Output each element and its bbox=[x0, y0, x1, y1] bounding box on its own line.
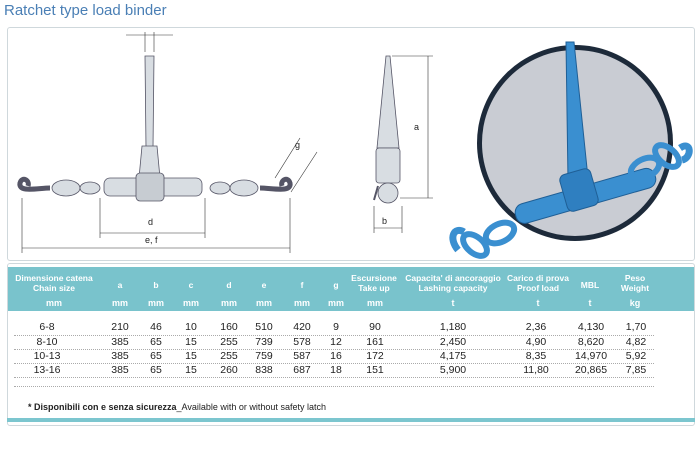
header-lashing-capacity-en: Lashing capacity bbox=[418, 283, 488, 293]
technical-drawing bbox=[8, 28, 694, 260]
header-proof-load-it: Carico di prova bbox=[507, 273, 569, 283]
cell-weight: 4,82 bbox=[625, 336, 647, 348]
table-units-row bbox=[8, 298, 694, 312]
header-a: a bbox=[117, 280, 123, 290]
side-view-drawing bbox=[374, 56, 400, 203]
cell-g: 9 bbox=[333, 321, 339, 333]
cell-weight: 1,70 bbox=[625, 321, 647, 333]
cell-b: 46 bbox=[150, 321, 162, 333]
cell-lashing-capacity: 1,180 bbox=[439, 321, 467, 333]
row-divider bbox=[14, 377, 654, 378]
cell-g: 16 bbox=[330, 350, 342, 362]
cell-c: 15 bbox=[185, 364, 197, 376]
dim-label-g: g bbox=[295, 140, 301, 150]
header-lashing-capacity bbox=[401, 273, 505, 293]
product-render bbox=[453, 42, 689, 260]
header-weight-en: Weight bbox=[620, 283, 650, 293]
cell-e: 510 bbox=[255, 321, 273, 333]
front-view-drawing bbox=[20, 56, 290, 201]
header-weight-it: Peso bbox=[624, 273, 646, 283]
unit-b: mm bbox=[147, 298, 164, 308]
header-chain-size bbox=[14, 273, 94, 293]
cell-f: 687 bbox=[293, 364, 311, 376]
header-lashing-capacity-it: Capacita' di ancoraggio bbox=[405, 273, 501, 283]
header-weight bbox=[612, 273, 658, 293]
cell-d: 255 bbox=[220, 350, 238, 362]
header-f: f bbox=[300, 280, 304, 290]
dim-label-d: d bbox=[148, 217, 154, 227]
cell-d: 260 bbox=[220, 364, 238, 376]
unit-chain-size: mm bbox=[45, 298, 62, 308]
cell-e: 759 bbox=[255, 350, 273, 362]
cell-a: 385 bbox=[111, 350, 129, 362]
header-take-up-en: Take up bbox=[358, 283, 390, 293]
cell-b: 65 bbox=[150, 364, 162, 376]
cell-a: 385 bbox=[111, 364, 129, 376]
cell-chain-size: 8-10 bbox=[36, 336, 58, 348]
cell-chain-size: 10-13 bbox=[33, 350, 61, 362]
bottom-accent-bar bbox=[7, 418, 695, 422]
header-chain-size-en: Chain size bbox=[32, 283, 76, 293]
cell-take-up: 151 bbox=[366, 364, 384, 376]
header-take-up bbox=[346, 273, 402, 293]
unit-f: mm bbox=[293, 298, 310, 308]
header-g: g bbox=[333, 280, 339, 290]
cell-lashing-capacity: 2,450 bbox=[439, 336, 467, 348]
cell-c: 15 bbox=[185, 336, 197, 348]
table-row bbox=[8, 350, 694, 363]
unit-c: mm bbox=[182, 298, 199, 308]
cell-f: 420 bbox=[293, 321, 311, 333]
cell-f: 587 bbox=[293, 350, 311, 362]
cell-e: 838 bbox=[255, 364, 273, 376]
table-row bbox=[8, 336, 694, 349]
cell-mbl: 20,865 bbox=[574, 364, 608, 376]
header-b: b bbox=[153, 280, 159, 290]
footnote bbox=[28, 402, 326, 412]
cell-take-up: 172 bbox=[366, 350, 384, 362]
cell-a: 210 bbox=[111, 321, 129, 333]
cell-a: 385 bbox=[111, 336, 129, 348]
cell-chain-size: 6-8 bbox=[39, 321, 55, 333]
unit-lashing-capacity: t bbox=[451, 298, 455, 308]
header-c: c bbox=[188, 280, 194, 290]
unit-d: mm bbox=[220, 298, 237, 308]
row-divider bbox=[14, 386, 654, 387]
header-chain-size-it: Dimensione catena bbox=[15, 273, 93, 283]
table-header bbox=[8, 267, 694, 311]
cell-g: 18 bbox=[330, 364, 342, 376]
header-mbl: MBL bbox=[580, 280, 600, 290]
technical-drawing-panel bbox=[7, 27, 695, 261]
cell-mbl: 14,970 bbox=[574, 350, 608, 362]
cell-take-up: 90 bbox=[369, 321, 381, 333]
front-view-dimensions bbox=[22, 32, 317, 253]
cell-proof-load: 4,90 bbox=[525, 336, 547, 348]
dim-label-ef: e, f bbox=[145, 235, 158, 245]
footnote-bold: * Disponibili con e senza sicurezza bbox=[28, 402, 177, 412]
cell-c: 10 bbox=[185, 321, 197, 333]
cell-mbl: 8,620 bbox=[577, 336, 605, 348]
page-title: Ratchet type load binder bbox=[4, 2, 167, 19]
cell-lashing-capacity: 4,175 bbox=[439, 350, 467, 362]
footnote-rest: _Available with or without safety latch bbox=[176, 402, 326, 412]
cell-mbl: 4,130 bbox=[577, 321, 605, 333]
cell-chain-size: 13-16 bbox=[33, 364, 61, 376]
unit-g: mm bbox=[327, 298, 344, 308]
unit-a: mm bbox=[111, 298, 128, 308]
cell-e: 739 bbox=[255, 336, 273, 348]
cell-weight: 7,85 bbox=[625, 364, 647, 376]
dim-label-b: b bbox=[382, 216, 388, 226]
table-row bbox=[8, 321, 694, 334]
header-proof-load bbox=[505, 273, 571, 293]
cell-d: 160 bbox=[220, 321, 238, 333]
cell-proof-load: 8,35 bbox=[525, 350, 547, 362]
unit-e: mm bbox=[255, 298, 272, 308]
cell-proof-load: 11,80 bbox=[523, 364, 549, 376]
cell-g: 12 bbox=[330, 336, 342, 348]
header-d: d bbox=[226, 280, 232, 290]
cell-proof-load: 2,36 bbox=[525, 321, 547, 333]
unit-take-up: mm bbox=[366, 298, 383, 308]
header-e: e bbox=[261, 280, 267, 290]
cell-f: 578 bbox=[293, 336, 311, 348]
header-take-up-it: Escursione bbox=[351, 273, 397, 283]
dim-label-a: a bbox=[414, 122, 420, 132]
unit-proof-load: t bbox=[536, 298, 540, 308]
header-proof-load-en: Proof load bbox=[516, 283, 560, 293]
cell-take-up: 161 bbox=[366, 336, 384, 348]
table-row bbox=[8, 364, 694, 377]
cell-c: 15 bbox=[185, 350, 197, 362]
cell-b: 65 bbox=[150, 350, 162, 362]
cell-b: 65 bbox=[150, 336, 162, 348]
cell-lashing-capacity: 5,900 bbox=[439, 364, 467, 376]
specifications-table bbox=[7, 263, 695, 426]
cell-d: 255 bbox=[220, 336, 238, 348]
unit-mbl: t bbox=[588, 298, 592, 308]
cell-weight: 5,92 bbox=[625, 350, 647, 362]
unit-weight: kg bbox=[629, 298, 641, 308]
